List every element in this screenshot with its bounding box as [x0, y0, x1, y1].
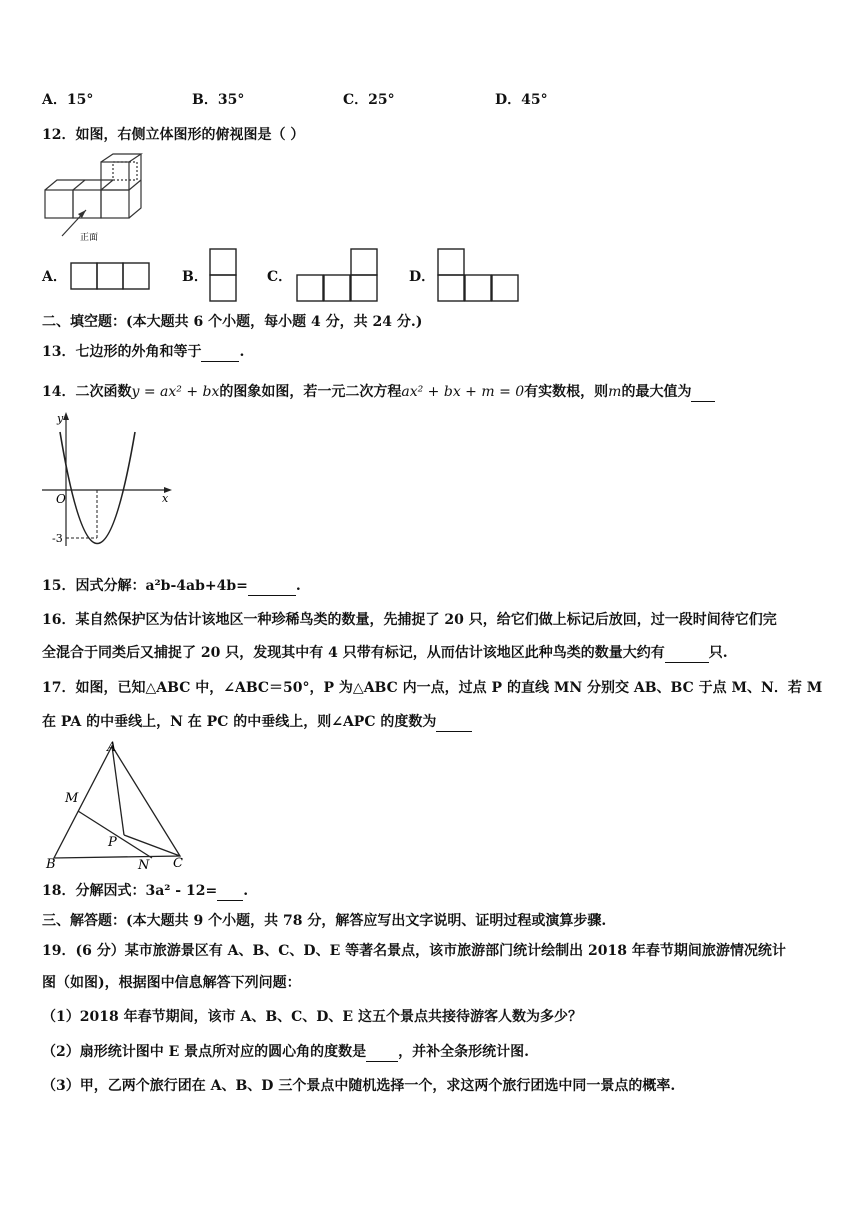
q17-line2: 在 PA 的中垂线上，N 在 PC 的中垂线上，则∠APC 的度数为	[42, 712, 832, 732]
q13: 13．七边形的外角和等于 .	[42, 344, 245, 360]
q12-option-d-figure	[437, 248, 521, 304]
q15: 15．因式分解：a²b-4ab+4b= .	[42, 578, 301, 594]
q12-option-b-figure	[209, 248, 239, 304]
q17-line1: 17．如图，已知△ABC 中，∠ABC＝50°，P 为△ABC 内一点，过点 P 的直线 MN 分别交 AB、BC 于点 M、N．若 M	[42, 680, 823, 696]
q11-option-a: A．15°	[42, 92, 94, 108]
x-axis-label: x	[162, 492, 169, 505]
min-value-label: -3	[52, 532, 63, 545]
q12-option-c-label: C．	[267, 269, 293, 285]
q19-line2: 图（如图)，根据图中信息解答下列问题：	[42, 975, 301, 991]
point-p-label: P	[108, 835, 117, 850]
q19-sub2: （2）扇形统计图中 E 景点所对应的圆心角的度数是 ，并补全条形统计图.	[42, 1044, 530, 1060]
origin-label: O	[56, 492, 66, 506]
y-axis-label: y	[57, 412, 64, 425]
q11-option-d: D．45°	[495, 92, 548, 108]
q12-option-a-figure	[70, 262, 152, 292]
q14-parabola-graph	[40, 410, 180, 550]
q12-option-d-label: D．	[409, 269, 436, 285]
q19-sub3: （3）甲，乙两个旅行团在 A、B、D 三个景点中随机选择一个，求这两个旅行团选中同一景点的概率.	[42, 1078, 676, 1094]
vertex-c-label: C	[173, 856, 183, 871]
q12-option-c-figure	[296, 248, 380, 304]
q11-option-b: B．35°	[192, 92, 245, 108]
front-label: 正面	[80, 233, 99, 243]
q19-sub1: （1）2018 年春节期间，该市 A、B、C、D、E 这五个景点共接待游客人数为多少？	[42, 1009, 582, 1025]
section-2-heading: 二、填空题：(本大题共 6 个小题，每小题 4 分，共 24 分.)	[42, 314, 423, 330]
q16-line1: 16．某自然保护区为估计该地区一种珍稀鸟类的数量，先捕捉了 20 只，给它们做上标记后放回，过一段时间待它们完	[42, 612, 777, 628]
q18: 18．分解因式：3a² - 12= .	[42, 883, 249, 899]
q12-option-b-label: B．	[182, 269, 208, 285]
q12-option-a-label: A．	[42, 269, 67, 285]
q17-triangle-figure	[42, 738, 192, 873]
vertex-a-label: A	[107, 740, 117, 755]
vertex-b-label: B	[46, 857, 56, 872]
point-m-label: M	[65, 791, 79, 806]
section-3-heading: 三、解答题：(本大题共 9 个小题，共 78 分，解答应写出文字说明、证明过程或演算步骤.	[42, 913, 607, 929]
q14-stem: 14．二次函数y = ax² + bx的图象如图，若一元二次方程ax² + bx + m = 0有实数根，则m的最大值为	[42, 382, 832, 402]
q11-option-c: C．25°	[343, 92, 395, 108]
q12-solid-figure	[40, 152, 160, 244]
q16-line2: 全混合于同类后又捕捉了 20 只，发现其中有 4 只带有标记，从而估计该地区此种鸟类的数量大约有 只.	[42, 645, 728, 661]
q19-line1: 19．(6 分）某市旅游景区有 A、B、C、D、E 等著名景点，该市旅游部门统计绘制出 2018 年春节期间旅游情况统计	[42, 943, 786, 959]
q12-stem: 12．如图，右侧立体图形的俯视图是（ ）	[42, 127, 305, 143]
point-n-label: N	[138, 858, 150, 873]
